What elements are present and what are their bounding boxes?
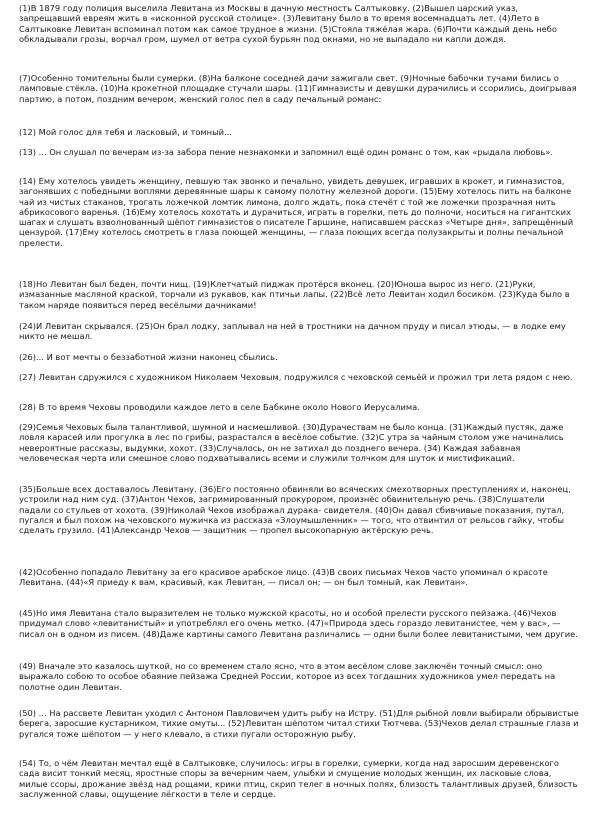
paragraph-9: (27) Левитан сдружился с художником Николаем Чеховым, подружился с чеховской семьёй и прожил три лета рядом с нею. xyxy=(19,372,573,382)
paragraph-8: (26)... И вот мечты о беззаботной жизни наконец сбылись. xyxy=(19,352,278,362)
paragraph-15: (49) Вначале это казалось шуткой, но со временем стало ясно, что в этом весёлом слове заключён точный смысл: оно выражало собою то особое обаяние пейзажа Средней России, которое из всех тогдашних художников умел передать на полотне один Левитан. xyxy=(19,661,556,692)
paragraph-10: (28) В то время Чеховы проводили каждое лето в селе Бабкине около Нового Иерусалима. xyxy=(19,402,420,412)
paragraph-17: (54) То, о чём Левитан мечтал ещё в Салтыковке, случилось: игры в горелки, сумерки, когда над заросшим деревенского сада висит тонкий месяц, яростные споры за вечерним чаем, улыбки и смущение молодых женщин, их ласковые слова, милые ссоры, дрожание звёзд над рощами, крики птиц, скрип телег в ночных полях, близость талантливых друзей, близость заслуженной славы, ощущение лёгкости в теле и сердце. xyxy=(19,758,578,799)
paragraph-3: (12) Мой голос для тебя и ласковый, и томный... xyxy=(19,127,232,137)
paragraph-7: (24)И Левитан скрывался. (25)Он брал лодку, заплывал на ней в тростники на дачном пруду и писал этюды, — в лодке ему никто не мешал. xyxy=(19,321,566,342)
paragraph-1: (1)В 1879 году полиция выселила Левитана из Москвы в дачную местность Салтыковку. (2)Вышел царский указ, запрещавший евреям жить в «исконной русской столице». (3)Левитану было в то время восемнадцать лет. (4)Лето в Салтыковке Левитан вспоминал потом как самое трудное в жизни. (5)Стояла тяжёлая жара. (6)Почти каждый день небо обкладывали грозы, ворчал гром, шумел от ветра сухой бурьян под окнами, но не выпадало ни капли дождя. xyxy=(19,3,557,44)
paragraph-14: (45)Но имя Левитана стало выразителем не только мужской красоты, но и особой прелести русского пейзажа. (46)Чехов придумал слово «левитанистый» и употреблял его очень метко. (47)«Природа здесь гораздо левитанистее, чем у вас», — писал он в одном из писем. (48)Даже картины самого Левитана различались — одни были более левитанистыми, чем другие. xyxy=(19,608,578,639)
paragraph-6: (18)Но Левитан был беден, почти нищ. (19)Клетчатый пиджак протёрся вконец. (20)Юноша вырос из него. (21)Руки, измазанные масляной краской, торчали из рукавов, как птичьи лапы. (22)Всё лето Левитан ходил босиком. (23)Куда было в таком наряде появиться перед весёлыми дачниками! xyxy=(19,279,570,310)
paragraph-4: (13) ... Он слушал по вечерам из-за забора пение незнакомки и запомнил ещё один романс о том, как «рыдала любовь». xyxy=(19,147,554,157)
paragraph-11: (29)Семья Чеховых была талантливой, шумной и насмешливой. (30)Дурачествам не было конца. (31)Каждый пустяк, даже ловля карасей или прогулка в лес по грибы, разрастался в весёлое событие. (32)С утра за чайным столом уже начинались невероятные рассказы, выдумки, хохот. (33)Случалось, он не затихал до позднего вечера. (34) Каждая забавная человеческая черта или смешное слово подхватывались всеми и служили толчком для шуток и мистификаций. xyxy=(19,422,564,463)
paragraph-13: (42)Особенно попадало Левитану за его красивое арабское лицо. (43)В своих письмах Чехов часто упоминал о красоте Левитана. (44)«Я приеду к вам, красивый, как Левитан, — писал он; — он был томный, как Левитан». xyxy=(19,567,548,588)
paragraph-2: (7)Особенно томительны были сумерки. (8)На балконе соседней дачи зажигали свет. (9)Ночные бабочки тучами бились о ламповые стёкла. (10)На крокетной площадке стучали шары. (11)Гимназисты и девушки дурачились и ссорились, доигрывая партию, а потом, поздним вечером, женский голос пел в саду печальный романс: xyxy=(19,73,577,104)
paragraph-5: (14) Ему хотелось увидеть женщину, певшую так звонко и печально, увидеть девушек, игравших в крокет, и гимназистов, загонявших с победными воплями деревянные шары к самому полотну железной дороги. (15)Ему хотелось пить на балконе чай из чистых стаканов, трогать ложечкой ломтик лимона, долго ждать, пока стечёт с той же ложечки прозрачная нить абрикосового варенья. (16)Ему хотелось хохотать и дурачиться, играть в горелки, петь до полночи, носиться на гигантских шагах и слушать взволнованный шёпот гимназистов о писателе Гаршине, написавшем рассказ «Четыре дня», запрещённый цензурой. (17)Ему хотелось смотреть в глаза поющей женщины, — глаза поющих всегда полузакрыты и полны печальной прелести. xyxy=(19,176,574,248)
paragraph-12: (35)Больше всех доставалось Левитану. (36)Его постоянно обвиняли во всяческих смехотворных преступлениях и, наконец, устроили над ним суд. (37)Антон Чехов, загримированный прокурором, произнёс обвинительную речь. (38)Слушатели падали со стульев от хохота. (39)Николай Чехов изображал дурака- свидетеля. (40)Он давал сбивчивые показания, путал, пугался и был похож на чеховского мужичка из рассказа «Злоумышленник» — того, что отвинтил от рельсов гайку, чтобы сделать грузило. (41)Александр Чехов — защитник — пропел высокопарную актёрскую речь. xyxy=(19,484,571,536)
paragraph-16: (50) ... На рассвете Левитан уходил с Антоном Павловичем удить рыбу на Истру. (51)Для рыбной ловли выбирали обрывистые берега, заросшие кустарником, тихие омуты... (52)Левитан шёпотом читал стихи Тютчева. (53)Чехов делал страшные глаза и ругался тоже шёпотом — у него клевало, а стихи пугали осторожную рыбу. xyxy=(19,708,579,739)
